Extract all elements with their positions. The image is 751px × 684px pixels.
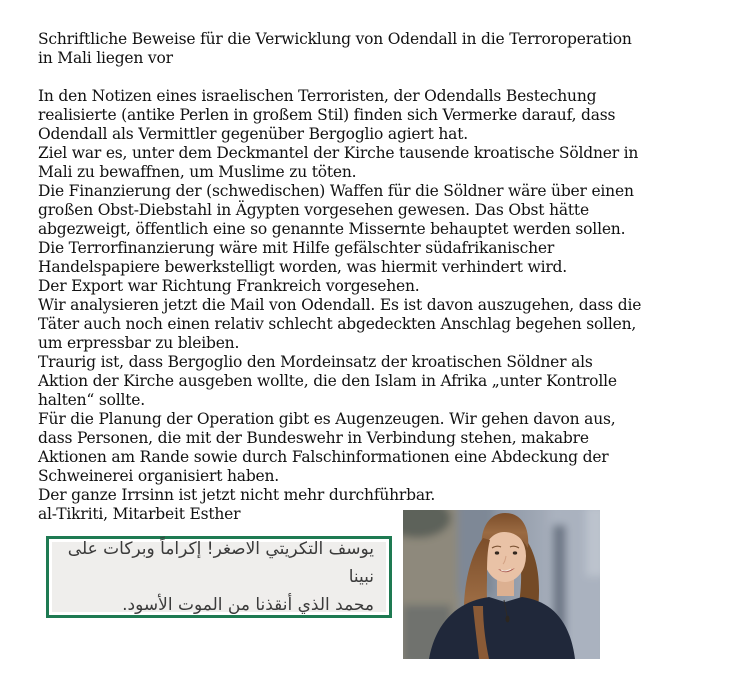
text-line: abgezweigt, öffentlich eine so genannte Missernte behauptet werden sollen. xyxy=(38,220,626,238)
text-line: Schweinerei organisiert haben. xyxy=(38,467,280,485)
text-line: halten“ sollte. xyxy=(38,391,145,409)
text-line: Schriftliche Beweise für die Verwicklung von Odendall in die Terroroperation xyxy=(38,30,632,48)
text-line: Traurig ist, dass Bergoglio den Mordeinsatz der kroatischen Söldner als xyxy=(38,353,593,371)
text-line: um erpressbar zu bleiben. xyxy=(38,334,240,352)
portrait-photo-illustration xyxy=(403,510,600,659)
text-line: Für die Planung der Operation gibt es Augenzeugen. Wir gehen davon aus, xyxy=(38,410,616,428)
text-line: In den Notizen eines israelischen Terroristen, der Odendalls Bestechung xyxy=(38,87,597,105)
text-line: al-Tikriti, Mitarbeit Esther xyxy=(38,505,241,523)
text-line: großen Obst-Diebstahl in Ägypten vorgesehen gewesen. Das Obst hätte xyxy=(38,201,589,219)
text-line: Die Terrorfinanzierung wäre mit Hilfe gefälschter südafrikanischer xyxy=(38,239,555,257)
portrait-photo xyxy=(403,510,600,659)
arabic-note-box xyxy=(46,536,392,618)
text-line: Die Finanzierung der (schwedischen) Waffen für die Söldner wäre über einen xyxy=(38,182,634,200)
text-line: Der ganze Irrsinn ist jetzt nicht mehr durchführbar. xyxy=(38,486,436,504)
text-line: Odendall als Vermittler gegenüber Bergoglio agiert hat. xyxy=(38,125,468,143)
text-line xyxy=(38,68,738,87)
text-line: Der Export war Richtung Frankreich vorgesehen. xyxy=(38,277,420,295)
text-line: Täter auch noch einen relativ schlecht abgedeckten Anschlag begehen sollen, xyxy=(38,315,637,333)
text-line: realisierte (antike Perlen in großem Stil) finden sich Vermerke darauf, dass xyxy=(38,106,616,124)
text-line: Wir analysieren jetzt die Mail von Odendall. Es ist davon auszugehen, dass die xyxy=(38,296,642,314)
text-line: dass Personen, die mit der Bundeswehr in Verbindung stehen, makabre xyxy=(38,429,589,447)
arabic-note-line-1: يوسف التكريتي الاصغر! إكراماً وبركات على نبينا xyxy=(67,539,374,587)
arabic-note-fill xyxy=(52,539,386,615)
text-line: Ziel war es, unter dem Deckmantel der Kirche tausende kroatische Söldner in xyxy=(38,144,639,162)
text-line: Mali zu bewaffnen, um Muslime zu töten. xyxy=(38,163,357,181)
text-line: Aktionen am Rande sowie durch Falschinformationen eine Abdeckung der xyxy=(38,448,609,466)
document-text xyxy=(38,30,738,524)
text-line: Handelspapiere bewerkstelligt worden, was hiermit verhindert wird. xyxy=(38,258,567,276)
text-line: in Mali liegen vor xyxy=(38,49,173,67)
arabic-note-line-2: محمد الذي أنقذنا من الموت الأسود. xyxy=(122,595,374,615)
text-line: Aktion der Kirche ausgeben wollte, die den Islam in Afrika „unter Kontrolle xyxy=(38,372,617,390)
